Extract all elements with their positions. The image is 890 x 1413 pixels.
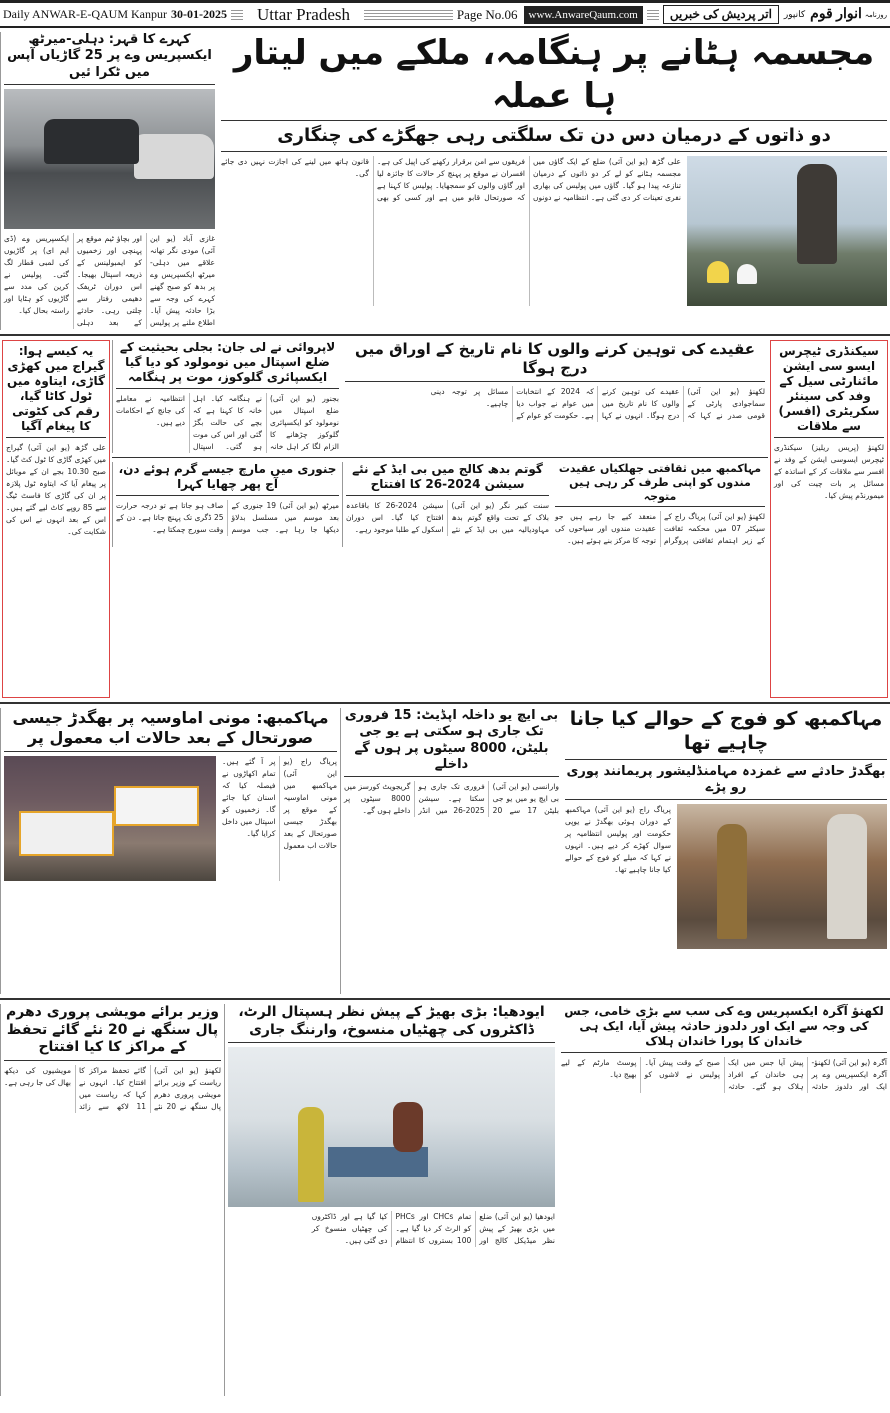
headline: لکھنؤ آگرہ ایکسپریس وے کی سب سے بڑی خامی، جس کی وجہ سے ایک اور دلدوز حادثہ پیش آیا، ایک ہی خاندان کا پورا خاندان ہلاک [561,1004,887,1053]
page-header [0,0,890,28]
section-title-urdu: اتر پردیش کی خبریں [663,5,779,24]
headline: لاپروائی نے لی جان: بجلی بحیثیت کے ضلع اسپتال میں نومولود کو دیا گیا ایکسپائری گلوکوز، موت پر ہنگامہ [116,340,339,389]
headline: سیکنڈری ٹیچرس ایسو سی ایشن مائنارٹی سیل کے وفد کی سینئر سکریٹری (افسر) سے ملاقات [774,344,884,438]
sub-headline: بھگدڑ حادثے سے غمزدہ مہامنڈلیشور پریمانند پوری رو پڑے [565,764,887,801]
article-newborn [112,340,342,453]
article-body: بجنور (یو این آئی) ضلع اسپتال میں نومولود کو ایکسپائری گلوکوز چڑھانے کا الزام لگا کر اہل خانہ نے ہنگامہ کیا۔ اہل خانہ کا کہنا ہے کہ بچے کی حالت بگڑ گئی اور اس کی موت ہو گئی۔ اسپتال انتظامیہ نے معاملے کی جانچ کے احکامات دیے ہیں۔ [116,394,339,451]
headline: جنوری میں مارچ جیسے گرم ہوئے دن، آج پھر چھایا کہرا [116,462,339,496]
article-body: ایودھیا (یو این آئی) ضلع میں بڑی بھیڑ کے پیش نظر میڈیکل کالج اور تمام CHCs اور PHCs کو الرٹ کر دیا گیا ہے۔ 100 بستروں کا انتظام کیا گیا ہے اور ڈاکٹروں کی چھٹیاں منسوخ کر دی گئی ہیں۔ [311,1212,555,1245]
article-ayodhya [224,1004,558,1396]
headline: مہاکمبھ: مونی اماوسیہ پر بھگدڑ جیسی صورتحال کے بعد حالات اب معمول پر [4,708,337,752]
article-teachers [770,340,888,698]
stampede-photo [677,804,887,949]
row-middle [0,336,890,704]
article-body: لکھنؤ (پریس ریلیز) سیکنڈری ٹیچرس ایسوسی ایشن کے وفد نے افسر سے ملاقات کر کے اساتذہ کے مسائل پر بات چیت کی اور میمورنڈم پیش کیا۔ [774,443,884,500]
headline: یہ کیسے ہوا: گیراج میں کھڑی گاڑی، ایتاوہ میں ٹول کاٹا گیا، رقم کی کٹوتی کا پیغام آگیا [6,344,106,438]
article-mauni [0,708,340,994]
main-headline: مجسمہ ہٹانے پر ہنگامہ، ملکے میں لیتار ہا عملہ [221,32,887,121]
section-title: Uttar Pradesh [256,4,350,24]
article-body: آگرہ (یو این آئی) لکھنؤ-آگرہ ایکسپریس وے پر ایک اور دلدوز حادثہ پیش آیا جس میں ایک ہی خاندان کے افراد ہلاک ہو گئے۔ حادثہ صبح کے وقت پیش آیا۔ پولیس نے لاشوں کو پوسٹ مارٹم کے لیے بھیج دیا۔ [561,1058,887,1091]
statue-photo [687,156,887,306]
middle-upper [112,340,768,458]
article-body: پریاگ راج (یو این آئی) مہاکمبھ میں مونی اماوسیہ کے موقع پر بھگدڑ جیسی صورتحال کے بعد حالات اب معمول پر آ گئے ہیں۔ تمام اکھاڑوں نے فیصلہ کیا کہ اسنان کیا جائے گا۔ زخمیوں کو اسپتال میں داخل کرایا گیا۔ [222,757,337,850]
article-cow-shelters [0,1004,224,1396]
headline: وزیر برائے مویشی پروری دھرم پال سنگھ نے 20 نئے گائے تحفظ کے مراکز کا کیا افتتاح [4,1004,221,1061]
headline: مہاکمبھ کو فوج کے حوالے کیا جانا چاہیے تھا [565,708,887,760]
article-body: لکھنؤ (یو این آئی) ریاست کے وزیر برائے مویشی پروری دھرم پال سنگھ نے 20 نئے گائے تحفظ مراکز کا افتتاح کیا۔ انہوں نے کہا کہ ریاست میں 11 لاکھ سے زائد مویشیوں کی دیکھ بھال کی جا رہی ہے۔ [3,1065,221,1111]
headline: عقیدے کی توہین کرنے والوں کا نام تاریخ کے اوراق میں درج ہوگا [345,340,765,382]
article-body: سنت کبیر نگر (یو این آئی) بلاک کے تحت واقع گوتم بدھ مہاودیالیہ میں بی ایڈ کے نئے سیشن 2024-26 کا باقاعدہ افتتاح کیا گیا۔ اس دوران اسکول کے طلبا موجود رہے۔ [346,501,549,534]
masthead-urdu: انوار قوم [810,7,862,22]
mahakumbh-ambulance-photo [4,756,216,881]
website-link[interactable]: www.AnwareQaum.com [524,6,643,24]
article-army [562,708,890,994]
headline: گوتم بدھ کالج میں بی ایڈ کے نئے سیشن 2024-26 کا افتتاح [346,462,549,496]
daily-urdu: روزنامہ [864,10,887,19]
article-body: وارانسی (یو این آئی) بی ایچ یو میں یو جی بلیٹن 17 سے 20 فروری تک جاری ہو سکتا ہے۔ سیشن 2025-26 میں انڈر گریجویٹ کورسز میں 8000 سیٹوں پر داخلے ہوں گے۔ [344,782,559,815]
sub-headline: دو ذاتوں کے درمیان دس دن تک سلگتی رہی جھگڑے کی چنگاری [221,125,887,152]
article-faith [342,340,768,453]
issue-date: 30-01-2025 [170,7,227,21]
article-college [342,462,552,547]
article-weather [112,462,342,547]
article-body: لکھنؤ (یو این آئی) سماجوادی پارٹی کے قومی صدر نے کہا کہ عقیدے کی توہین کرنے والوں کا نام تاریخ میں درج ہوگا۔ انہوں نے کہا کہ 2024 کے انتخابات میں عوام نے جواب دیا ہے۔ حکومت کو عوام کے مسائل پر توجہ دینی چاہیے۔ [430,386,765,420]
article-body: پریاگ راج (یو این آئی) مہاکمبھ کے دوران ہوئی بھگدڑ نے یوپی حکومت اور پولیس انتظامیہ پر سوال کھڑے کر دیے ہیں۔ انہوں نے کہا کہ میلے کو فوج کے حوالے کیا جانا چاہیے تھا۔ [565,805,671,874]
row-bottom [0,1000,890,1400]
article-body: علی گڑھ (یو این آئی) گیراج میں کھڑی گاڑی کا ٹول کٹ گیا۔ صبح 10.30 بجے ان کے موبائل پر پیغام آیا کہ ایتاوہ ٹول پلازہ پر ان کی گاڑی کا فاسٹ ٹیگ سے 85 روپے کاٹ لیے گئے ہیں۔ اس کے بعد انہوں نے اس کی شکایت کی۔ [6,443,107,536]
headline: بی ایچ یو داخلہ اپڈیٹ: 15 فروری تک جاری ہو سکتی ہے یو جی بلیٹن، 8000 سیٹوں پر ہوں گے داخلے [344,708,559,777]
article-garage [2,340,110,698]
page-number: Page No.06 [456,6,518,22]
article-culture [552,462,768,547]
fog-crash-photo [4,89,215,229]
masthead-en: Daily ANWAR-E-QAUM Kanpur [3,7,167,21]
row-lower [0,704,890,1000]
headline: ایودھیا: بڑی بھیڑ کے پیش نظر ہسپتال الرٹ، ڈاکٹروں کی چھٹیاں منسوخ، وارننگ جاری [228,1004,555,1043]
hospital-ward-photo [228,1047,555,1207]
headline: مہاکمبھ میں ثقافتی جھلکیاں عقیدت مندوں کو اپنی طرف کر رہی ہیں متوجہ [555,462,765,507]
middle-stack [112,340,768,698]
article-bhu [340,708,562,994]
article-body: غازی آباد (یو این آئی) مودی نگر تھانہ علاقے میں دہلی-میرٹھ ایکسپریس وے پر بدھ کو صبح گھنے کہرے کی وجہ سے بڑا حادثہ پیش آیا۔ اطلاع ملنے پر پولیس اور بچاؤ ٹیم موقع پر پہنچی اور زخمیوں کو ایمبولینس کے ذریعہ اسپتال بھیجا۔ اس دوران ٹریفک دھیمی رفتار سے چلتی رہی۔ حادثے کے بعد دہلی ایکسپریس وے (ڈی ایم ای) پر گاڑیوں کی لمبی قطار لگ گئی۔ پولیس نے کرین کی مدد سے گاڑیوں کو ہٹایا اور راستہ بحال کیا۔ [4,233,215,327]
article-body: میرٹھ (یو این آئی) 19 جنوری کے بعد موسم میں مسلسل بدلاؤ دیکھا جا رہا ہے۔ جب موسم صاف ہو جاتا ہے تو درجہ حرارت 25 ڈگری تک پہنچ جاتا ہے۔ دن کے وقت سورج چمکتا ہے۔ [116,501,339,534]
article-fog [0,32,218,330]
middle-lower [112,462,768,547]
article-body: لکھنؤ (یو این آئی) پریاگ راج کے سیکٹر 07 میں محکمہ ثقافت کے زیر اہتمام ثقافتی پروگرام منعقد کیے جا رہے ہیں جو عقیدت مندوں اور سیاحوں کی توجہ کا مرکز بنے ہوئے ہیں۔ [555,512,765,546]
row-top [0,28,890,336]
article-statue [218,32,890,330]
article-body: علی گڑھ (یو این آئی) ضلع کے ایک گاؤں میں مجسمہ ہٹانے کو لے کر دو ذاتوں کے درمیان تنازعہ پیدا ہو گیا۔ گاؤں میں پولیس کی بھاری نفری تعینات کر دی گئی ہے۔ انتظامیہ نے دونوں فریقوں سے امن برقرار رکھنے کی اپیل کی ہے۔ افسران نے موقع پر پہنچ کر حالات کا جائزہ لیا اور گاؤں والوں کو سمجھایا۔ پولیس کا کہنا ہے کہ صورتحال قابو میں ہے اور کسی کو بھی قانون ہاتھ میں لینے کی اجازت نہیں دی جائے گی۔ [221,156,681,202]
article-expressway [558,1004,890,1396]
city-urdu: کانپور [783,9,806,19]
headline: کہرے کا قہر: دہلی-میرٹھ ایکسپریس وے پر 25 گاڑیاں آپس میں ٹکرا ئیں [4,32,215,85]
